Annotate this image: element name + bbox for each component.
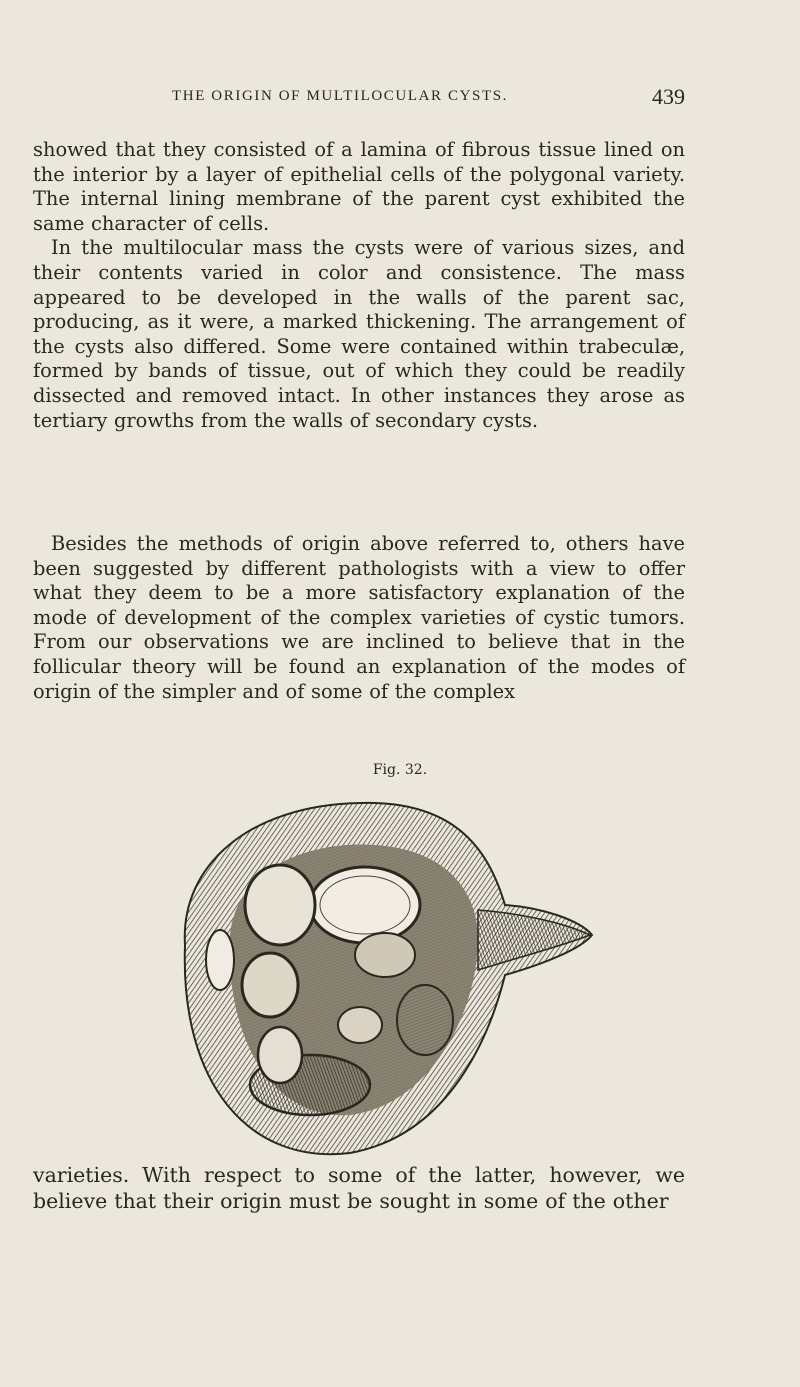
paragraph <box>33 532 685 704</box>
paragraph <box>33 1162 685 1214</box>
figure-illustration <box>160 785 620 1165</box>
running-head: THE ORIGIN OF MULTILOCULAR CYSTS. <box>172 88 509 104</box>
paragraph-text: varieties. With respect to some of the latter, however, we believe that their origin must be sought in some of the other <box>33 1163 685 1213</box>
page-number: 439 <box>652 84 685 109</box>
cyst-illustration <box>160 785 620 1165</box>
paragraph-text: In the multilocular mass the cysts were of various sizes, and their contents varied in color and consistence. The mass appeared to be developed in the walls of the parent sac, producing, as it were, a marked thickening. The arrangement of the cysts also differed. Some were contained within trabeculæ, formed by bands of tissue, out of which they could be readily dissected and removed intact. In other instances they arose as tertiary growths from the walls of secondary cysts. <box>33 236 685 432</box>
paragraph-text: Besides the methods of origin above referred to, others have been suggested by different pathologists with a view to offer what they deem to be a more satisfactory explanation of the mode of development of the complex varieties of cystic tumors. From our observations we are inclined to believe that in the follicular theory will be found an explanation of the modes of origin of the simpler and of some of the complex <box>33 532 685 703</box>
figure-caption: Fig. 32. <box>372 762 428 778</box>
paragraph-text: showed that they consisted of a lamina of fibrous tissue lined on the interior by a layer of epithelial cells of the polygonal variety. The internal lining membrane of the parent cyst exhibited the same character of cells. <box>33 138 685 235</box>
paragraph <box>33 138 685 433</box>
